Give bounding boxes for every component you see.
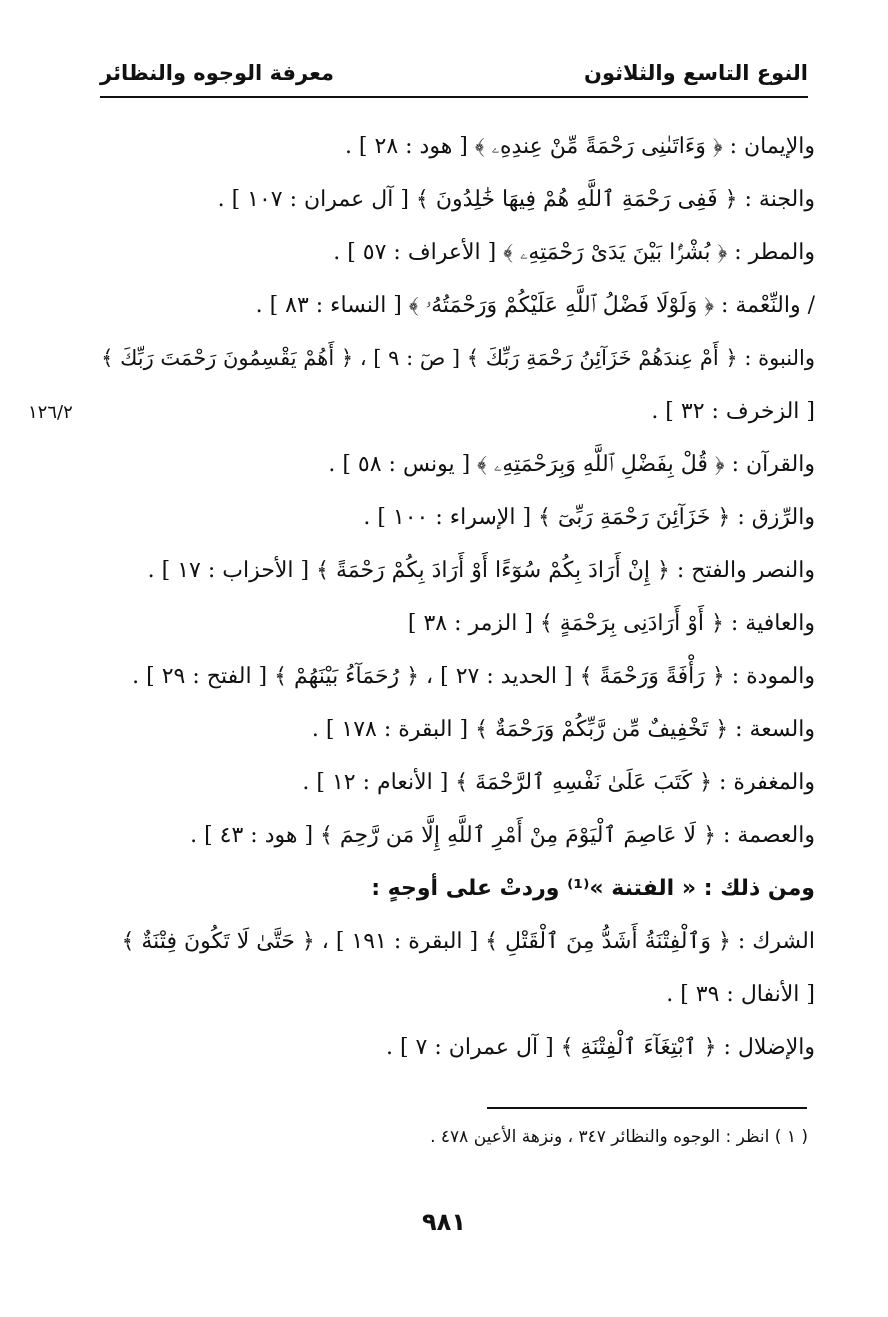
footnote: ( ١ ) انظر : الوجوه والنظائر ٣٤٧ ، ونزهة الأعين ٤٧٨ .	[430, 1127, 808, 1147]
footnote-rule	[487, 1107, 807, 1109]
text-line: والرِّزق : ﴿ خَزَآئِنَ رَحْمَةِ رَبِّىٓ ﴾ [ الإسراء : ١٠٠ ] .	[363, 505, 815, 530]
text-line: والإيمان : ﴿ وَءَاتَىٰنِى رَحْمَةً مِّنْ عِندِهِۦ ﴾ [ هود : ٢٨ ] .	[344, 134, 815, 159]
header-rule	[100, 96, 808, 98]
text-line: والنصر والفتح : ﴿ إِنْ أَرَادَ بِكُمْ سُوٓءًا أَوْ أَرَادَ بِكُمْ رَحْمَةً ﴾ [ الأحزاب : ١٧ ] .	[147, 558, 815, 583]
text-line: / والنِّعْمة : ﴿ وَلَوْلَا فَضْلُ ٱللَّهِ عَلَيْكُمْ وَرَحْمَتُهُۥ ﴾ [ النساء : ٨٣ ] .	[255, 293, 815, 318]
body-text	[95, 120, 815, 1074]
margin-reference: ١٢٦/٢	[28, 402, 73, 423]
text-line: والنبوة : ﴿ أَمْ عِندَهُمْ خَزَآئِنُ رَحْمَةِ رَبِّكَ ﴾ [ صٓ : ٩ ] ، ﴿ أَهُمْ يَقْسِمُونَ رَحْمَتَ رَبِّكَ ﴾	[101, 346, 815, 370]
text-line: [ الزخرف : ٣٢ ] .	[651, 399, 815, 424]
running-header	[100, 56, 808, 90]
text-line: الشرك : ﴿ وَٱلْفِتْنَةُ أَشَدُّ مِنَ ٱلْقَتْلِ ﴾ [ البقرة : ١٩١ ] ، ﴿ حَتَّىٰ لَا تَكُونَ فِتْنَةٌ ﴾	[121, 929, 815, 954]
header-chapter-title: النوع التاسع والثلاثون	[584, 61, 808, 85]
text-line: والعصمة : ﴿ لَا عَاصِمَ ٱلْيَوْمَ مِنْ أَمْرِ ٱللَّهِ إِلَّا مَن رَّحِمَ ﴾ [ هود : ٤٣ ] .	[190, 823, 815, 848]
header-topic-title: معرفة الوجوه والنظائر	[100, 61, 334, 85]
text-line: والسعة : ﴿ تَخْفِيفٌ مِّن رَّبِّكُمْ وَرَحْمَةٌ ﴾ [ البقرة : ١٧٨ ] .	[311, 717, 815, 742]
text-line: والجنة : ﴿ فَفِى رَحْمَةِ ٱللَّهِ هُمْ فِيهَا خَٰلِدُونَ ﴾ [ آل عمران : ١٠٧ ] .	[217, 187, 815, 212]
text-line: [ الأنفال : ٣٩ ] .	[666, 982, 815, 1007]
text-line: والقرآن : ﴿ قُلْ بِفَضْلِ ٱللَّهِ وَبِرَحْمَتِهِۦ ﴾ [ يونس : ٥٨ ] .	[328, 452, 815, 477]
section-heading: ومن ذلك : « الفتنة »⁽¹⁾ وردتْ على أوجهٍ :	[371, 876, 815, 901]
page-number: ٩٨١	[422, 1208, 466, 1236]
text-line: والمطر : ﴿ بُشْرًۢا بَيْنَ يَدَىْ رَحْمَتِهِۦ ﴾ [ الأعراف : ٥٧ ] .	[333, 240, 815, 265]
text-line: والإضلال : ﴿ ٱبْتِغَآءَ ٱلْفِتْنَةِ ﴾ [ آل عمران : ٧ ] .	[385, 1035, 815, 1060]
text-line: والعافية : ﴿ أَوْ أَرَادَنِى بِرَحْمَةٍ ﴾ [ الزمر : ٣٨ ]	[407, 611, 815, 636]
text-line: والمودة : ﴿ رَأْفَةً وَرَحْمَةً ﴾ [ الحديد : ٢٧ ] ، ﴿ رُحَمَآءُ بَيْنَهُمْ ﴾ [ الفتح : ٢٩ ] .	[132, 664, 815, 689]
text-line: والمغفرة : ﴿ كَتَبَ عَلَىٰ نَفْسِهِ ٱلرَّحْمَةَ ﴾ [ الأنعام : ١٢ ] .	[302, 770, 815, 795]
